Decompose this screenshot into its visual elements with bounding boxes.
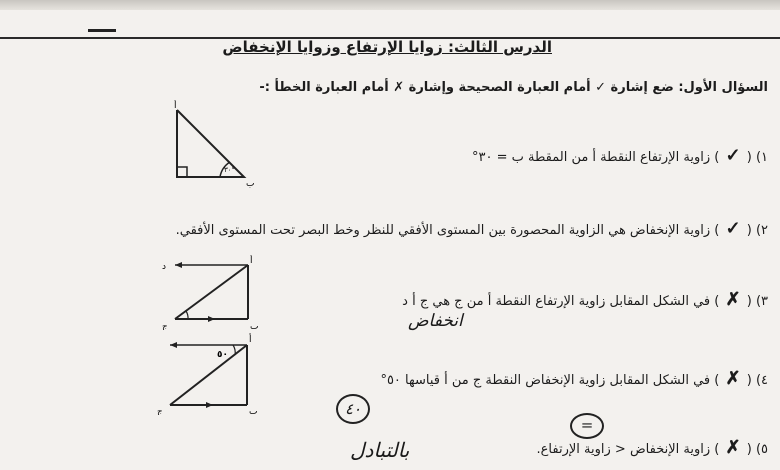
- statement-number: ١): [755, 150, 768, 165]
- statement-text: في الشكل المقابل زاوية الإرتفاع النقطة أ من ج هي ج أ د: [402, 294, 711, 309]
- statement-text: في الشكل المقابل زاوية الإنخفاض النقطة ج من أ قياسها ٥٠°: [380, 373, 711, 388]
- open-paren: (: [746, 150, 752, 165]
- statement-5: [537, 437, 768, 458]
- close-paren: ): [714, 442, 720, 457]
- figure-3-diagram: [160, 255, 270, 330]
- vertex-label-a: أ: [174, 101, 177, 111]
- angle-label: ٥٠: [217, 350, 228, 360]
- statement-text: زاوية الإنخفاض < زاوية الإرتفاع.: [536, 442, 711, 457]
- handwritten-equals: =: [570, 413, 604, 439]
- answer-mark: ✗: [725, 368, 741, 389]
- answer-mark: ✓: [725, 145, 741, 166]
- open-paren: (: [746, 373, 752, 388]
- vertex-label-b: ب: [246, 179, 255, 189]
- handwritten-note-4: ٤٠: [336, 394, 370, 424]
- question-header: السؤال الأول: ضع إشارة ✓ أمام العبارة الصحيحة وإشارة ✗ أمام العبارة الخطأ :-: [259, 80, 768, 95]
- close-paren: ): [714, 294, 720, 309]
- statement-number: ٥): [755, 442, 768, 457]
- vertex-label-d: د: [162, 262, 167, 272]
- answer-mark: ✗: [725, 437, 741, 458]
- statement-text: زاوية الإنخفاض هي الزاوية المحصورة بين المستوى الأفقي للنظر وخط البصر تحت المستوى الأفقي.: [175, 223, 711, 238]
- lesson-title: الدرس الثالث: زوايا الإرتفاع وزوايا الإنخفاض: [222, 38, 552, 56]
- statement-3: [402, 289, 768, 310]
- statement-number: ٢): [755, 223, 768, 238]
- vertex-label-b: ب: [250, 322, 259, 330]
- answer-mark: ✓: [725, 218, 741, 239]
- vertex-label-a: أ: [249, 335, 252, 345]
- open-paren: (: [746, 223, 752, 238]
- pen-mark: [88, 29, 116, 32]
- vertex-label-a: أ: [250, 256, 253, 266]
- statement-2: [176, 218, 768, 239]
- statement-text: زاوية الإرتفاع النقطة أ من المقطة ب = ٣٠°: [472, 150, 711, 165]
- previous-page-edge: [0, 0, 780, 10]
- figure-4-diagram: [155, 333, 265, 415]
- vertex-label-b: ب: [249, 407, 258, 415]
- angle-label: ٣٠°: [224, 166, 236, 174]
- statement-4: [380, 368, 768, 389]
- statement-number: ٣): [755, 294, 768, 309]
- handwritten-note-3: انخفاض: [408, 311, 463, 331]
- vertex-label-c: ج: [157, 407, 163, 415]
- answer-mark: ✗: [725, 289, 741, 310]
- vertex-label-c: ج: [162, 322, 168, 330]
- close-paren: ): [714, 150, 720, 165]
- open-paren: (: [746, 442, 752, 457]
- close-paren: ): [714, 223, 720, 238]
- statement-number: ٤): [755, 373, 768, 388]
- open-paren: (: [746, 294, 752, 309]
- statement-1: [472, 145, 768, 166]
- figure-1-triangle: [160, 100, 260, 190]
- close-paren: ): [714, 373, 720, 388]
- handwritten-note-5: بالتبادل: [350, 438, 410, 462]
